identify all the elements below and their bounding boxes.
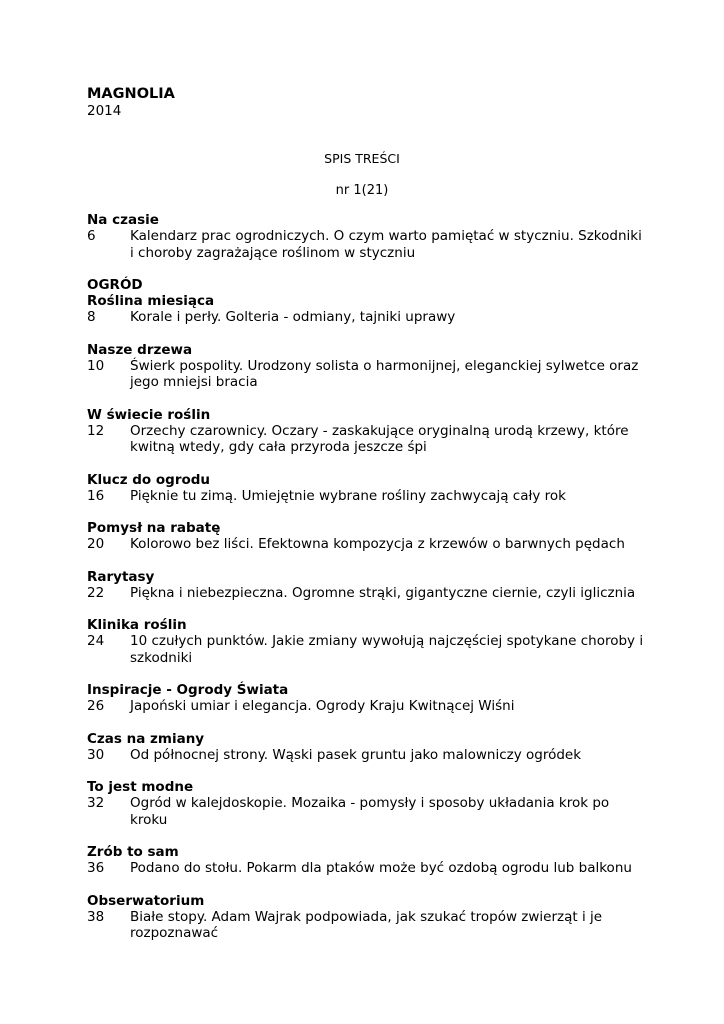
section-heading: Nasze drzewa [87, 341, 193, 358]
section-heading: Rarytasy [87, 568, 155, 585]
toc-entry [87, 795, 647, 828]
entry-description: Japoński umiar i elegancja. Ogrody Kraju Kwitnącej Wiśni [130, 698, 515, 714]
toc-section-zrob-to-sam [87, 844, 647, 877]
group-label-ogrod: OGRÓD [87, 277, 143, 293]
page-number: 32 [87, 795, 105, 811]
page-number: 20 [87, 536, 105, 552]
toc-entry [87, 747, 647, 764]
entry-description: Korale i perły. Golteria - odmiany, tajniki uprawy [130, 309, 456, 325]
entry-description: Świerk pospolity. Urodzony solista o harmonijnej, eleganckiej sylwetce oraz jego mniejsi bracia [130, 357, 639, 390]
toc-entry [87, 488, 647, 505]
page-number: 30 [87, 746, 105, 763]
toc-entry [87, 536, 647, 553]
section-heading: To jest modne [87, 779, 194, 795]
toc-section-na-czasie [87, 212, 647, 261]
toc-section-nasze-drzewa [87, 342, 647, 391]
page-number: 10 [87, 357, 105, 374]
toc-entry [87, 860, 647, 877]
toc-entry [87, 358, 647, 391]
entry-description: Białe stopy. Adam Wajrak podpowiada, jak szukać tropów zwierząt i je rozpoznawać [130, 908, 603, 941]
page-number: 26 [87, 698, 105, 714]
section-heading: Klucz do ogrodu [87, 471, 211, 488]
magazine-title: MAGNOLIA [87, 86, 175, 102]
page-number: 16 [87, 487, 105, 504]
section-heading: Zrób to sam [87, 844, 179, 860]
toc-section-klinika-roslin [87, 617, 647, 666]
magazine-year: 2014 [87, 103, 122, 119]
toc-entry [87, 228, 647, 261]
entry-description: Pięknie tu zimą. Umiejętnie wybrane rośliny zachwycają cały rok [130, 487, 566, 504]
entry-description: Podano do stołu. Pokarm dla ptaków może być ozdobą ogrodu lub balkonu [130, 860, 632, 876]
toc-section-pomysl-na-rabate [87, 520, 647, 553]
page-number: 22 [87, 584, 105, 601]
entry-description: Od północnej strony. Wąski pasek gruntu jako malowniczy ogródek [130, 746, 582, 763]
entry-description: Ogród w kalejdoskopie. Mozaika - pomysły i sposoby układania krok po kroku [130, 795, 610, 828]
section-heading: Klinika roślin [87, 617, 187, 633]
section-heading: Pomysł na rabatę [87, 520, 221, 536]
section-heading: Obserwatorium [87, 892, 205, 909]
entry-description: Orzechy czarownicy. Oczary - zaskakujące oryginalną urodą krzewy, które kwitną wtedy, gdy cała przyroda jeszcze śpi [130, 422, 629, 455]
page-number: 36 [87, 860, 105, 876]
page-number: 24 [87, 633, 105, 649]
section-heading: W świecie roślin [87, 406, 211, 423]
toc-entry [87, 309, 647, 326]
page-number: 38 [87, 908, 105, 925]
toc-section-w-swiecie-roslin [87, 407, 647, 456]
toc-entry [87, 909, 647, 942]
page-number: 6 [87, 228, 96, 244]
document-page [87, 86, 647, 958]
entry-description: 10 czułych punktów. Jakie zmiany wywołują najczęściej spotykane choroby i szkodniki [130, 633, 644, 666]
section-heading: Roślina miesiąca [87, 293, 215, 309]
page-number: 8 [87, 309, 96, 325]
toc-section-inspiracje [87, 682, 647, 715]
toc-section-to-jest-modne [87, 779, 647, 828]
page-number: 12 [87, 422, 105, 439]
toc-entry [87, 698, 647, 715]
toc-section-czas-na-zmiany [87, 731, 647, 764]
toc-section-obserwatorium [87, 893, 647, 942]
toc-entry [87, 585, 647, 602]
toc-section-roslina-miesiaca [87, 277, 647, 326]
toc-section-klucz-do-ogrodu [87, 472, 647, 505]
entry-description: Kalendarz prac ogrodniczych. O czym warto pamiętać w styczniu. Szkodniki i choroby zagrażające roślinom w styczniu [130, 228, 642, 261]
toc-sections [87, 212, 647, 942]
entry-description: Kolorowo bez liści. Efektowna kompozycja z krzewów o barwnych pędach [130, 536, 625, 552]
toc-section-rarytasy [87, 569, 647, 602]
toc-entry [87, 423, 647, 456]
section-heading: Na czasie [87, 212, 159, 228]
toc-title: SPIS TREŚCI [324, 151, 400, 166]
entry-description: Piękna i niebezpieczna. Ogromne strąki, gigantyczne ciernie, czyli iglicznia [130, 584, 636, 601]
section-heading: Czas na zmiany [87, 730, 205, 747]
section-heading: Inspiracje - Ogrody Świata [87, 682, 289, 698]
issue-number: nr 1(21) [335, 183, 389, 198]
toc-entry [87, 633, 647, 666]
